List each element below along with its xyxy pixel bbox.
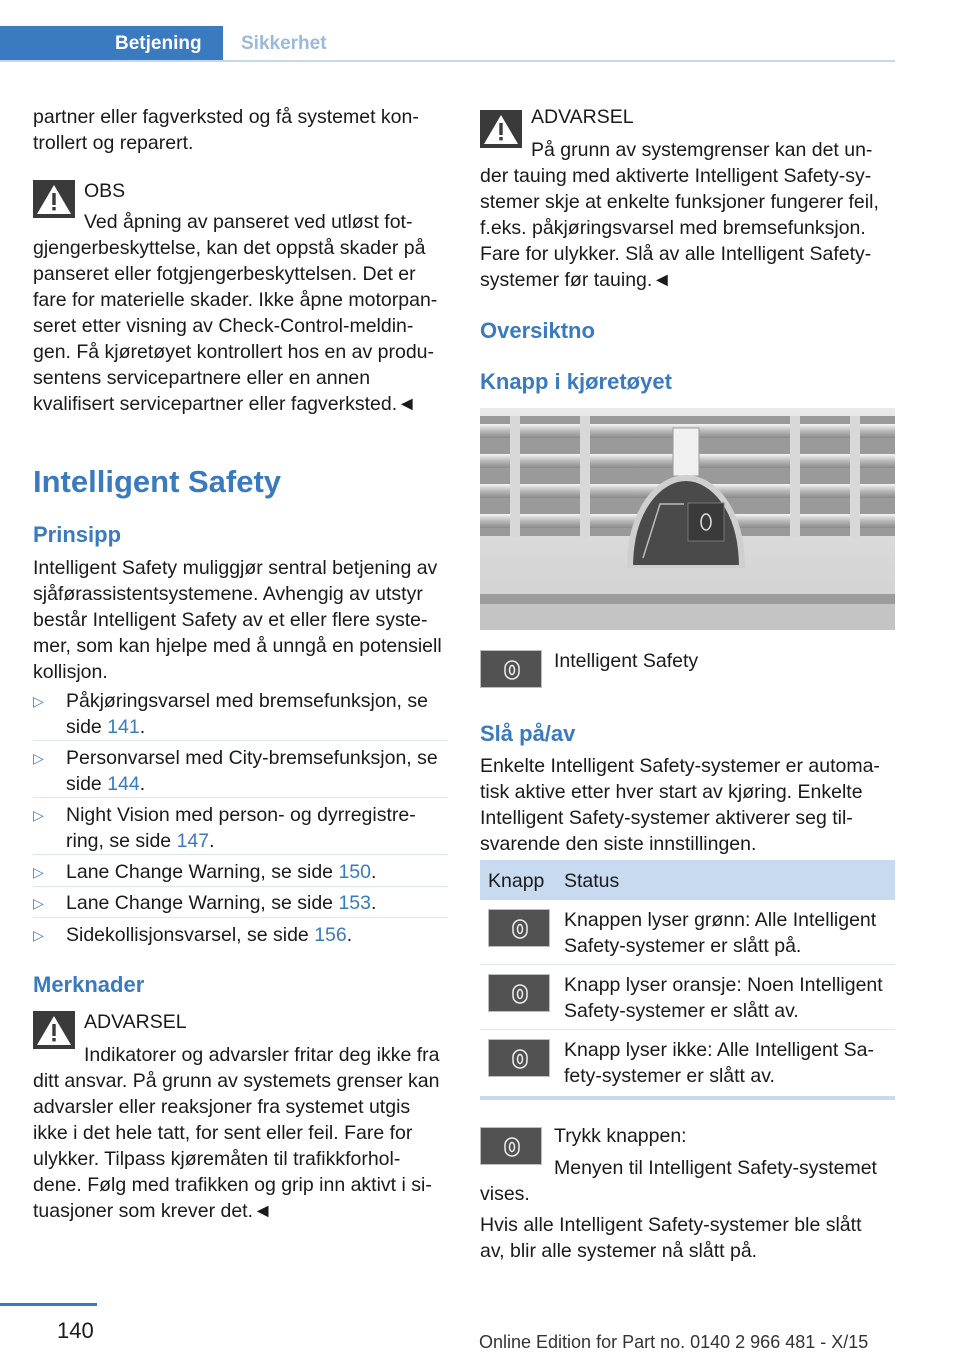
advarsel-line-2: ditt ansvar. På grunn av systemets grenser kan: [33, 1070, 440, 1092]
advarsel-line-3: advarsler eller reaksjoner fra systemet utgis: [33, 1096, 411, 1118]
bullet-end: .: [139, 716, 146, 738]
advarsel-line-5: ulykker. Tilpass kjøremåten til trafikkforhol-: [33, 1148, 401, 1170]
bullet-end: .: [371, 861, 377, 883]
prinsipp-line-1: Intelligent Safety muliggjør sentral betjening av: [33, 557, 438, 579]
merknader-heading: Merknader: [33, 972, 145, 997]
press-line-2: Menyen til Intelligent Safety-systemet: [554, 1157, 877, 1179]
table-bottom-rule: [480, 1096, 895, 1100]
button-green-icon: [488, 909, 550, 947]
bullet-end: .: [139, 773, 146, 795]
header-tabbar: [0, 0, 895, 62]
oversikt-heading: Oversiktno: [480, 318, 595, 343]
row-status-line: fety-systemer er slått av.: [564, 1065, 775, 1087]
bullet-triangle-icon: ▷: [33, 807, 44, 823]
divider: [33, 797, 448, 798]
intelligent-safety-icon: [512, 984, 528, 1004]
row-status-line: Safety-systemer er slått av.: [564, 1000, 799, 1022]
tab-betjening[interactable]: Betjening: [0, 26, 223, 62]
intelligent-safety-icon: [504, 1137, 520, 1157]
obs-line-7: sentens servicepartnere eller en annen: [33, 367, 371, 389]
intelligent-safety-button-icon: [480, 650, 542, 688]
advarsel-line-7: tuasjoner som krever det.◄: [33, 1200, 273, 1222]
press-button-icon: [480, 1127, 542, 1165]
obs-line-3: panseret eller fotgjengerbeskyttelsen. Det er: [33, 263, 416, 285]
intelligent-safety-icon: [512, 1049, 528, 1069]
intro-line-1: partner eller fagverksted og få systemet kon-: [33, 106, 419, 128]
page-number: 140: [57, 1318, 94, 1343]
bullet-text: side: [66, 773, 108, 795]
footer-edition: Online Edition for Part no. 0140 2 966 481 - X/15: [479, 1332, 869, 1352]
divider: [33, 740, 448, 741]
bullet-text: Night Vision med person- og dyrregistre-: [66, 804, 416, 826]
slaa-line-1: Enkelte Intelligent Safety-systemer er automa-: [480, 755, 880, 777]
obs-title: OBS: [84, 180, 126, 202]
obs-line-5: seret etter visning av Check-Control-meldin-: [33, 315, 414, 337]
final-line-1: Hvis alle Intelligent Safety-systemer ble slått: [480, 1214, 862, 1236]
footer-rule: [0, 1303, 97, 1306]
obs-line-1: Ved åpning av panseret ved utløst fot-: [84, 211, 413, 233]
tauing-line-6: systemer før tauing.◄: [480, 269, 672, 291]
bullet-triangle-icon: ▷: [33, 864, 44, 880]
table-header-status: Status: [564, 870, 620, 892]
page-link[interactable]: 144: [107, 773, 140, 795]
bullet-end: .: [371, 892, 377, 914]
button-orange-icon: [488, 974, 550, 1012]
page-link[interactable]: 147: [176, 830, 210, 852]
table-header-knapp: Knapp: [488, 870, 545, 892]
row-status-line: Knapp lyser ikke: Alle Intelligent Sa-: [564, 1039, 875, 1061]
page-link[interactable]: 141: [107, 716, 140, 738]
grille-button-photo: [480, 408, 895, 630]
warning-triangle-icon: [33, 1011, 75, 1049]
intelligent-safety-icon: [512, 919, 528, 939]
tauing-line-1: På grunn av systemgrenser kan det un-: [531, 139, 873, 161]
row-status-line: Knappen lyser grønn: Alle Intelligent: [564, 909, 877, 931]
page-link[interactable]: 156: [314, 924, 347, 946]
prinsipp-line-2: sjåførassistentsystemene. Avhengig av utstyr: [33, 583, 423, 605]
divider: [33, 886, 448, 887]
button-off-icon: [488, 1039, 550, 1077]
table-row: [480, 900, 895, 964]
tauing-line-4: f.eks. påkjøringsvarsel med bremsefunksjon.: [480, 217, 866, 239]
prinsipp-line-5: kollisjon.: [33, 661, 108, 683]
bullet-triangle-icon: ▷: [33, 895, 44, 911]
intro-text: [33, 104, 448, 156]
table-row: [480, 965, 895, 1029]
bullet-triangle-icon: ▷: [33, 750, 44, 766]
intelligent-safety-icon: [504, 660, 520, 680]
bullet-text: Lane Change Warning, se side: [66, 861, 339, 883]
press-line-3: vises.: [480, 1183, 530, 1205]
divider: [33, 854, 448, 855]
warning-triangle-icon: [33, 180, 75, 218]
final-line-2: av, blir alle systemer nå slått på.: [480, 1240, 758, 1262]
press-line-1: Trykk knappen:: [554, 1125, 687, 1147]
obs-line-8: kvalifisert servicepartner eller fagverksted.◄: [33, 393, 417, 415]
advarsel-title: ADVARSEL: [531, 106, 634, 128]
advarsel-line-4: ikke i det hele tatt, for sent eller feil. Fare for: [33, 1122, 413, 1144]
table-row: [480, 1030, 895, 1094]
obs-line-2: gjengerbeskyttelse, kan det oppstå skader på: [33, 237, 426, 259]
row-status-line: Safety-systemer er slått på.: [564, 935, 802, 957]
page-link[interactable]: 150: [338, 861, 371, 883]
tauing-line-5: Fare for ulykker. Slå av alle Intelligent Safety-: [480, 243, 872, 265]
bullet-triangle-icon: ▷: [33, 927, 44, 943]
prinsipp-line-4: mer, som kan hjelpe med å unngå en potensiell: [33, 635, 442, 657]
bullet-text: ring, se side: [66, 830, 177, 852]
icon-label: Intelligent Safety: [554, 650, 699, 672]
slaa-heading: Slå på/av: [480, 721, 576, 746]
page-link[interactable]: 153: [338, 892, 371, 914]
bullet-text: Lane Change Warning, se side: [66, 892, 339, 914]
advarsel-line-6: dene. Følg med trafikken og grip inn aktivt i si-: [33, 1174, 432, 1196]
prinsipp-line-3: består Intelligent Safety av et eller flere syste-: [33, 609, 428, 631]
prinsipp-heading: Prinsipp: [33, 522, 122, 547]
slaa-line-3: Intelligent Safety-systemer aktiverer seg til-: [480, 807, 853, 829]
slaa-line-4: svarende den siste innstillingen.: [480, 833, 757, 855]
section-title: Intelligent Safety: [33, 464, 282, 499]
bullet-triangle-icon: ▷: [33, 693, 44, 709]
slaa-line-2: tisk aktive etter hver start av kjøring. Enkelte: [480, 781, 863, 803]
knapp-heading: Knapp i kjøretøyet: [480, 369, 672, 394]
bullet-text: Påkjøringsvarsel med bremsefunksjon, se: [66, 690, 428, 712]
tab-sikkerhet[interactable]: Sikkerhet: [241, 33, 327, 54]
bullet-text: side: [66, 716, 108, 738]
header-rule: [0, 60, 895, 62]
advarsel-title: ADVARSEL: [84, 1011, 187, 1033]
row-status-line: Knapp lyser oransje: Noen Intelligent: [564, 974, 883, 996]
obs-line-4: fare for materielle skader. Ikke åpne motorpan-: [33, 289, 438, 311]
bullet-end: .: [209, 830, 215, 852]
tauing-line-3: stemer skje at enkelte funksjoner fungerer feil,: [480, 191, 879, 213]
obs-line-6: gen. Få kjøretøyet kontrollert hos en av produ-: [33, 341, 435, 363]
divider: [33, 917, 448, 918]
intro-line-2: trollert og reparert.: [33, 132, 194, 154]
bullet-end: .: [346, 924, 353, 946]
bullet-text: Personvarsel med City-bremsefunksjon, se: [66, 747, 438, 769]
tauing-line-2: der tauing med aktiverte Intelligent Safety-sy-: [480, 165, 872, 187]
bullet-text: Sidekollisjonsvarsel, se side: [66, 924, 315, 946]
advarsel-line-1: Indikatorer og advarsler fritar deg ikke fra: [84, 1044, 440, 1066]
warning-triangle-icon: [480, 110, 522, 148]
table-header: [480, 860, 895, 900]
